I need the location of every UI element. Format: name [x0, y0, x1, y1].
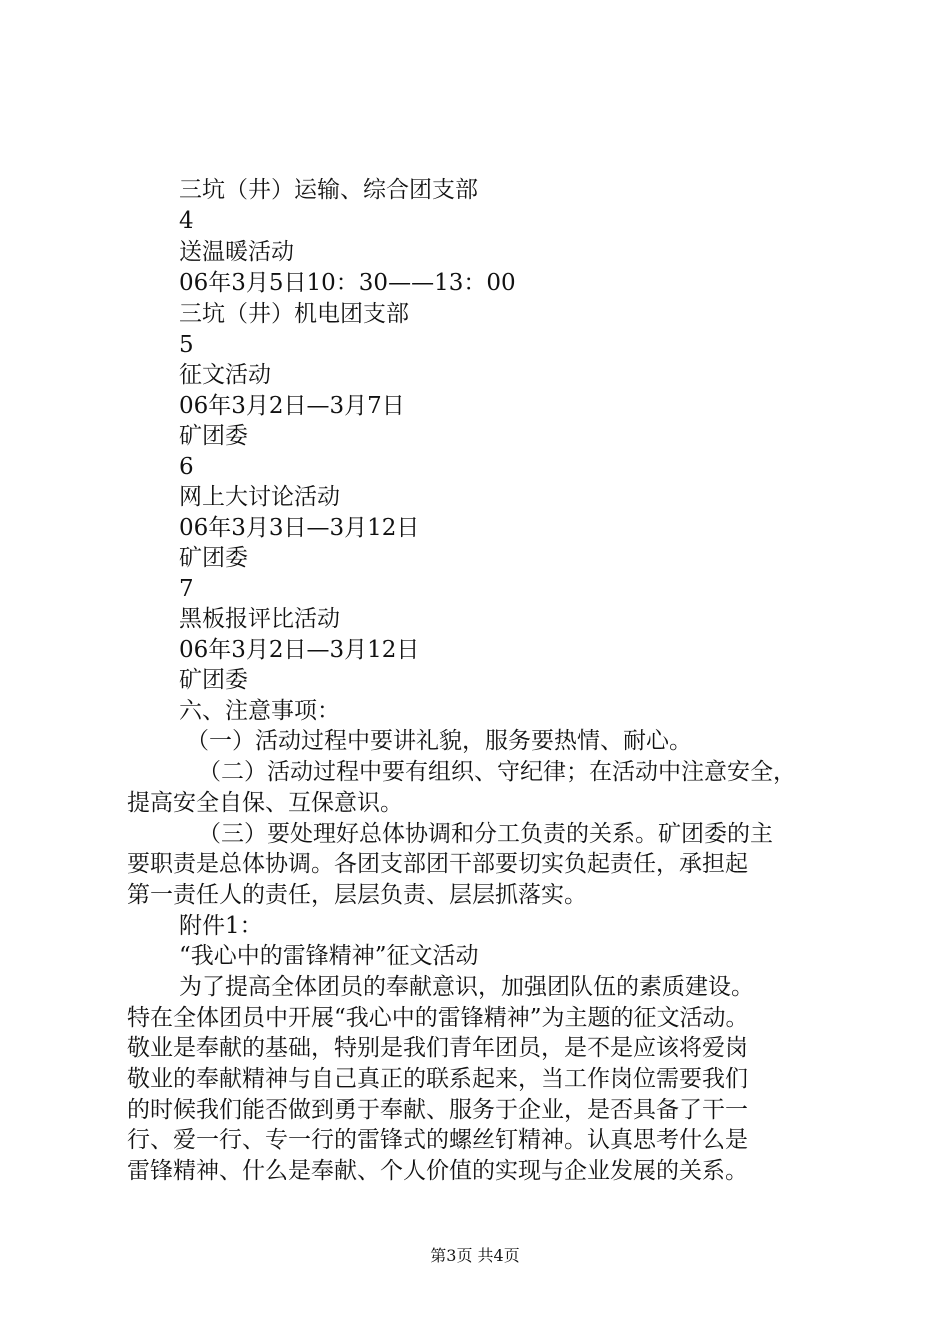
table-cell-activity: 网上大讨论活动 [179, 484, 340, 510]
paragraph-line: 雷锋精神、什么是奉献、个人价值的实现与企业发展的关系。 [127, 1158, 748, 1184]
paragraph-line: 的时候我们能否做到勇于奉献、服务于企业，是否具备了干一 [127, 1097, 748, 1123]
note-item-continued: 第一责任人的责任，层层负责、层层抓落实。 [127, 882, 587, 908]
table-cell-activity: 征文活动 [179, 362, 271, 388]
note-item: （一）活动过程中要讲礼貌，服务要热情、耐心。 [186, 728, 692, 754]
note-item-continued: 提高安全自保、互保意识。 [127, 790, 403, 816]
table-cell-time: 06年3月3日—3月12日 [179, 515, 420, 541]
table-cell-unit: 矿团委 [179, 545, 248, 571]
note-item-continued: 要职责是总体协调。各团支部团干部要切实负起责任，承担起 [127, 851, 748, 877]
paragraph-line: 行、爱一行、专一行的雷锋式的螺丝钉精神。认真思考什么是 [127, 1127, 748, 1153]
table-cell-time: 06年3月2日—3月12日 [179, 637, 420, 663]
section-heading: 六、注意事项： [179, 698, 340, 724]
table-cell-unit: 矿团委 [179, 667, 248, 693]
table-cell-time: 06年3月5日10：30——13：00 [179, 270, 516, 296]
note-item: （三）要处理好总体协调和分工负责的关系。矿团委的主 [198, 821, 773, 847]
page-footer: 第3页 共4页 [430, 1246, 520, 1265]
table-cell-number: 5 [179, 332, 194, 358]
table-cell-number: 6 [179, 454, 194, 480]
paragraph-line: 特在全体团员中开展“我心中的雷锋精神”为主题的征文活动。 [127, 1005, 749, 1031]
table-cell-activity: 送温暖活动 [179, 239, 294, 265]
table-cell-time: 06年3月2日—3月7日 [179, 393, 405, 419]
paragraph-line: 敬业的奉献精神与自己真正的联系起来，当工作岗位需要我们 [127, 1066, 748, 1092]
table-cell-unit: 三坑（井）运输、综合团支部 [179, 177, 478, 203]
table-cell-unit: 三坑（井）机电团支部 [179, 301, 409, 327]
attachment-label: 附件1： [179, 913, 263, 939]
table-cell-activity: 黑板报评比活动 [179, 606, 340, 632]
paragraph-line: 敬业是奉献的基础，特别是我们青年团员，是不是应该将爱岗 [127, 1035, 748, 1061]
table-cell-number: 4 [179, 208, 194, 234]
attachment-title: “我心中的雷锋精神”征文活动 [179, 943, 479, 969]
paragraph-line: 为了提高全体团员的奉献意识，加强团队伍的素质建设。 [179, 974, 754, 1000]
table-cell-number: 7 [179, 576, 194, 602]
table-cell-unit: 矿团委 [179, 423, 248, 449]
note-item: （二）活动过程中要有组织、守纪律；在活动中注意安全， [198, 759, 796, 785]
